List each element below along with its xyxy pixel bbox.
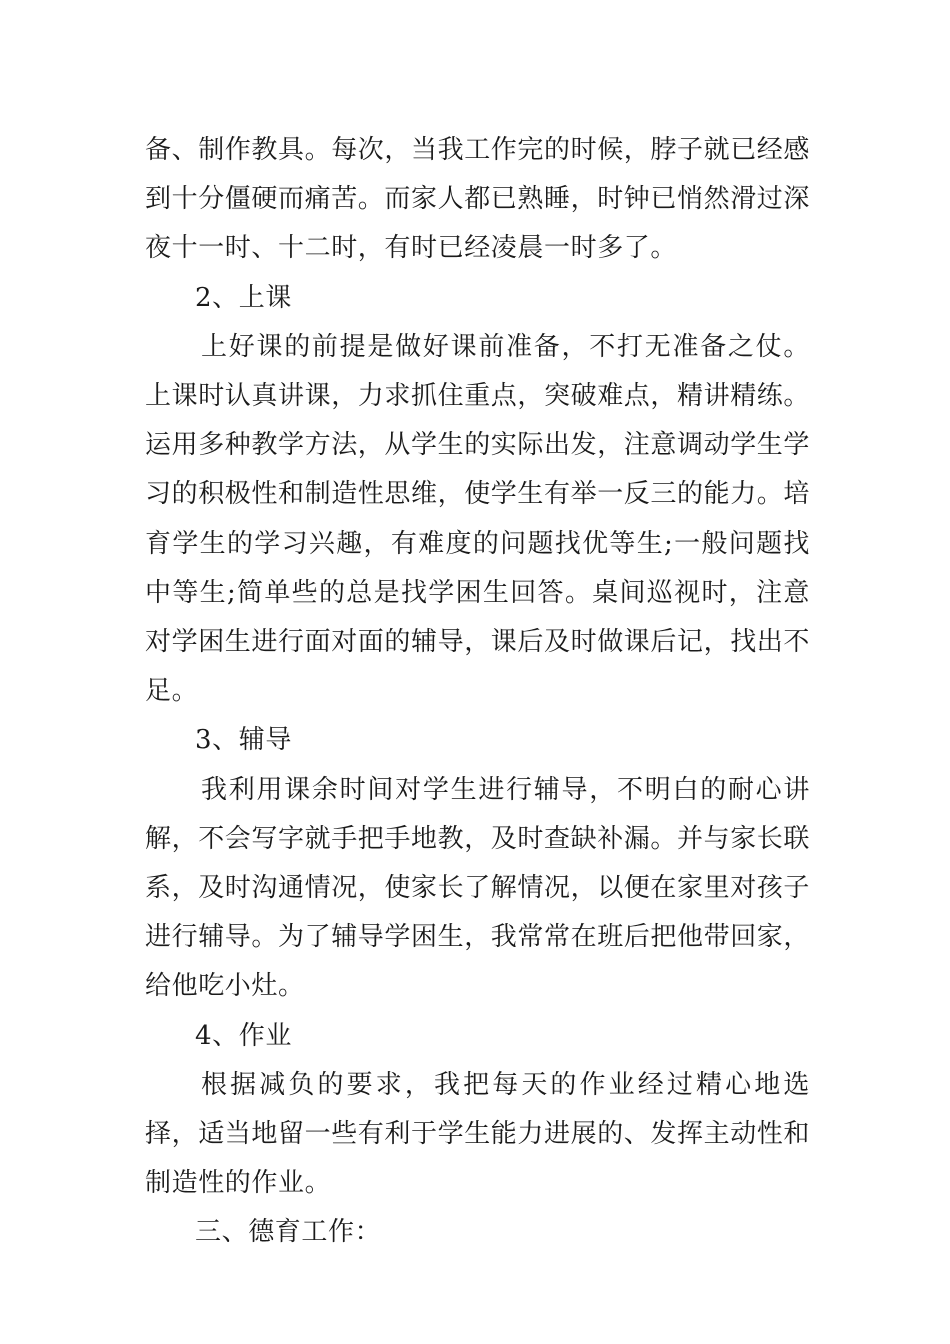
section-heading-lecture: 2、上课 xyxy=(195,282,292,313)
paragraph-preparation-continued: 备、制作教具。每次，当我工作完的时候，脖子就已经感到十分僵硬而痛苦。而家人都已熟睡，时钟已悄然滑过深夜十一时、十二时，有时已经凌晨一时多了。 xyxy=(145,135,811,264)
section-heading-homework: 4、作业 xyxy=(195,1020,292,1051)
paragraph-lecture: 上好课的前提是做好课前准备，不打无准备之仗。上课时认真讲课，力求抓住重点，突破难点，精讲精练。运用多种教学方法，从学生的实际出发，注意调动学生学习的积极性和制造性思维，使学生有举一反三的能力。培育学生的学习兴趣，有难度的问题找优等生;一般问题找中等生;简单些的总是找学困生回答。桌间巡视时，注意对学困生进行面对面的辅导，课后及时做课后记，找出不足。 xyxy=(145,331,811,707)
document-body xyxy=(145,126,810,1258)
section-heading-tutoring: 3、辅导 xyxy=(195,725,292,756)
paragraph-tutoring: 我利用课余时间对学生进行辅导，不明白的耐心讲解，不会写字就手把手地教，及时查缺补漏。并与家长联系，及时沟通情况，使家长了解情况，以便在家里对孩子进行辅导。为了辅导学困生，我常常在班后把他带回家，给他吃小灶。 xyxy=(145,774,811,1002)
section-heading-moral-education: 三、德育工作： xyxy=(195,1217,382,1248)
paragraph-homework: 根据减负的要求，我把每天的作业经过精心地选择，适当地留一些有利于学生能力进展的、发挥主动性和制造性的作业。 xyxy=(145,1069,811,1199)
